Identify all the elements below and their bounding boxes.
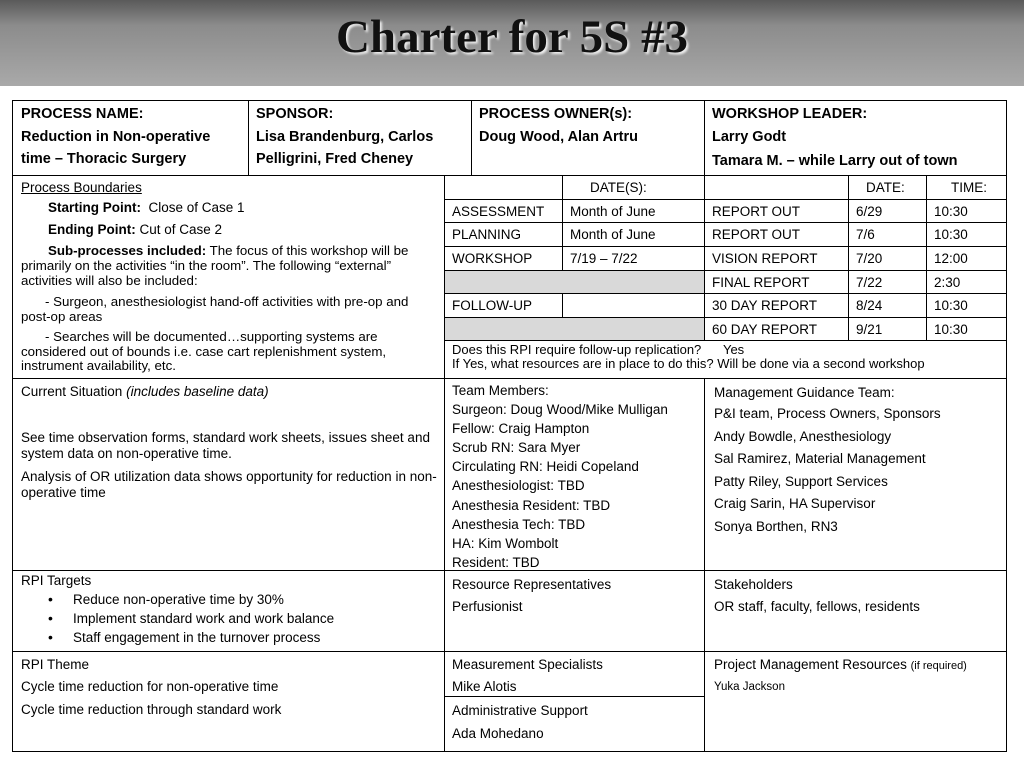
targets-list (21, 590, 441, 647)
page-title: Charter for 5S #3 (335, 11, 689, 63)
theme-line: Cycle time reduction for non-operative time (21, 679, 279, 694)
report-time: 10:30 (934, 322, 968, 337)
rule (444, 293, 1007, 294)
guidance-member: Sonya Borthen, RN3 (714, 519, 838, 534)
boundary-item: - Searches will be documented…supporting systems are considered out of bounds i.e. case cart replenishment system, instrument availability, etc. (21, 329, 387, 373)
report-name: REPORT OUT (712, 204, 801, 219)
rule (12, 378, 1007, 379)
target-item: • Reduce non-operative time by 30% (21, 590, 441, 609)
guidance-member: Craig Sarin, HA Supervisor (714, 496, 876, 512)
dates-header: DATE(S): (590, 180, 647, 195)
target-item: • Implement standard work and work balance (21, 609, 441, 628)
report-time: 2:30 (934, 275, 961, 290)
leader-value: Tamara M. – while Larry out of town (712, 153, 958, 169)
team-member: Surgeon: Doug Wood/Mike Mulligan (452, 402, 668, 417)
guidance-member: Andy Bowdle, Anesthesiology (714, 428, 892, 444)
current-situation-para: Analysis of OR utilization data shows opportunity for reduction in non-operative time (21, 469, 437, 500)
targets-heading: RPI Targets (21, 573, 92, 588)
report-date: 7/6 (856, 227, 875, 242)
rule (471, 100, 472, 175)
rule (12, 651, 1007, 652)
report-name: FINAL REPORT (712, 275, 810, 290)
report-date: 8/24 (856, 298, 883, 313)
rule (444, 696, 705, 697)
rule (444, 199, 1007, 200)
date-row-value: Month of June (570, 227, 656, 242)
report-name: REPORT OUT (712, 227, 801, 242)
shaded-cell (445, 271, 704, 293)
report-date: 6/29 (856, 204, 883, 219)
resource-reps-value: Perfusionist (452, 599, 523, 614)
rule (444, 175, 445, 752)
project-mgmt-heading: Project Management Resources (if required) (714, 657, 967, 672)
starting-point: Starting Point: Close of Case 1 (48, 200, 245, 215)
team-member: HA: Kim Wombolt (452, 535, 559, 551)
shaded-cell (445, 318, 704, 340)
owner-value: Doug Wood, Alan Artru (479, 129, 638, 145)
date-row-label: WORKSHOP (452, 251, 533, 266)
report-name: 60 DAY REPORT (712, 322, 818, 337)
replication-question: Does this RPI require follow-up replication? Yes (452, 342, 745, 357)
rule (704, 100, 705, 175)
target-item: • Staff engagement in the turnover process (21, 628, 441, 647)
team-member: Resident: TBD (452, 554, 540, 570)
date-row-label: ASSESSMENT (452, 204, 545, 219)
admin-support-value: Ada Mohedano (452, 726, 544, 741)
rule (248, 100, 249, 175)
team-member: Scrub RN: Sara Myer (452, 440, 581, 456)
rule (704, 378, 705, 752)
rule (12, 175, 1007, 176)
guidance-member: P&I team, Process Owners, Sponsors (714, 406, 941, 421)
process-name-value: time – Thoracic Surgery (21, 151, 187, 167)
team-member: Circulating RN: Heidi Copeland (452, 459, 639, 475)
report-time: 12:00 (934, 251, 968, 266)
rule (562, 175, 563, 340)
measurement-heading: Measurement Specialists (452, 657, 603, 672)
title-bar (0, 0, 1024, 86)
sponsor-label: SPONSOR: (256, 106, 334, 122)
subprocess-text: Sub-processes included: The focus of this workshop will be primarily on the activities “in the room”. The following “external” activities will also be included: (21, 243, 409, 288)
stakeholders-heading: Stakeholders (714, 577, 793, 592)
report-name: 30 DAY REPORT (712, 298, 818, 313)
boundary-item: - Surgeon, anesthesiologist hand-off activities with pre-op and post-op areas (21, 294, 409, 324)
theme-line: Cycle time reduction through standard work (21, 702, 282, 717)
team-heading: Team Members: (452, 383, 549, 398)
leader-label: WORKSHOP LEADER: (712, 106, 868, 122)
project-mgmt-value: Yuka Jackson (714, 681, 785, 693)
team-member: Anesthesia Tech: TBD (452, 516, 586, 532)
report-date: 7/22 (856, 275, 883, 290)
rule (444, 246, 1007, 247)
current-situation-para: See time observation forms, standard work sheets, issues sheet and system data on non-operative time. (21, 430, 430, 461)
guidance-member: Sal Ramirez, Material Management (714, 451, 926, 467)
stakeholders-value: OR staff, faculty, fellows, residents (714, 599, 920, 614)
admin-support-heading: Administrative Support (452, 703, 588, 718)
guidance-heading: Management Guidance Team: (714, 385, 895, 400)
owner-label: PROCESS OWNER(s): (479, 106, 633, 122)
date-row-label: FOLLOW-UP (452, 298, 533, 313)
resource-reps-heading: Resource Representatives (452, 577, 612, 592)
ending-point: Ending Point: Cut of Case 2 (48, 222, 223, 237)
report-time: 10:30 (934, 204, 968, 219)
measurement-value: Mike Alotis (452, 679, 517, 694)
current-situation-heading: Current Situation (includes baseline data) (21, 384, 269, 399)
report-time-header: TIME: (951, 180, 987, 195)
date-row-label: PLANNING (452, 227, 522, 242)
sponsor-value: Lisa Brandenburg, Carlos (256, 129, 434, 145)
report-time: 10:30 (934, 298, 968, 313)
team-member: Anesthesiologist: TBD (452, 478, 585, 494)
report-date: 9/21 (856, 322, 883, 337)
date-row-value: Month of June (570, 204, 656, 219)
process-name-label: PROCESS NAME: (21, 106, 144, 122)
report-date: 7/20 (856, 251, 883, 266)
theme-heading: RPI Theme (21, 657, 90, 672)
leader-value: Larry Godt (712, 129, 787, 145)
rule (926, 175, 927, 340)
date-row-value: 7/19 – 7/22 (570, 251, 638, 266)
process-name-value: Reduction in Non-operative (21, 129, 211, 145)
rule (444, 222, 1007, 223)
sponsor-value: Pelligrini, Fred Cheney (256, 151, 414, 167)
boundaries-heading: Process Boundaries (21, 180, 142, 195)
report-name: VISION REPORT (712, 251, 818, 266)
guidance-member: Patty Riley, Support Services (714, 473, 888, 489)
rule (444, 340, 1007, 341)
rule (704, 175, 705, 340)
rule (848, 175, 849, 340)
report-time: 10:30 (934, 227, 968, 242)
report-date-header: DATE: (866, 180, 905, 195)
team-member: Anesthesia Resident: TBD (452, 497, 611, 513)
replication-followup: If Yes, what resources are in place to do this? Will be done via a second workshop (452, 356, 925, 371)
team-member: Fellow: Craig Hampton (452, 421, 590, 437)
